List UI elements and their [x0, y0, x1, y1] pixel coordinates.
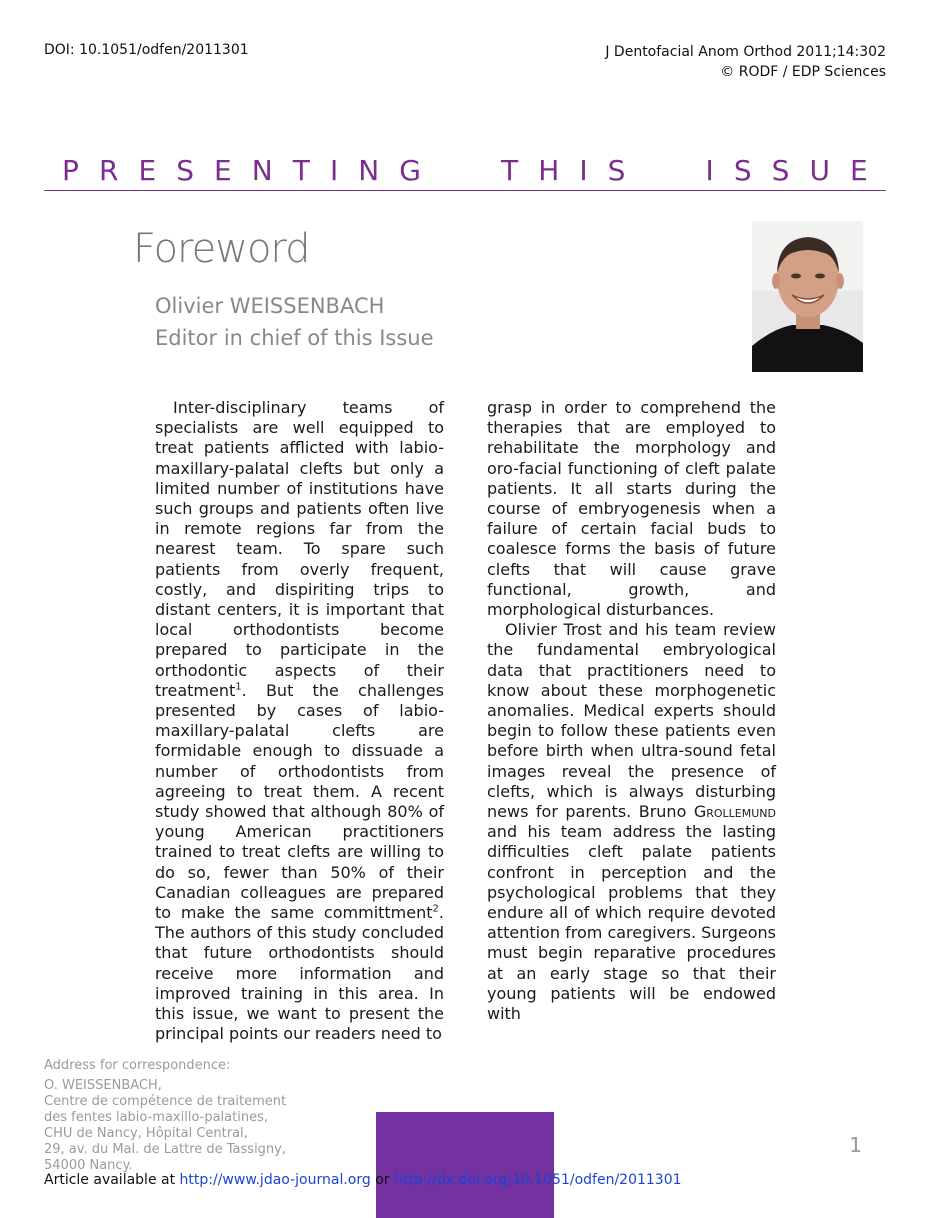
author-block	[155, 290, 434, 354]
section-divider	[44, 190, 886, 191]
section-letter: S	[607, 153, 626, 187]
section-letter: I	[579, 153, 588, 187]
author-portrait	[752, 221, 863, 372]
or-text: or	[370, 1172, 394, 1188]
correspondence-heading: Address for correspondence:	[44, 1058, 231, 1073]
doi-link[interactable]: http://dx.doi.org/10.1051/odfen/2011301	[394, 1172, 682, 1188]
section-letter: S	[733, 153, 752, 187]
body-column-right	[487, 398, 776, 1024]
address-line: 29, av. du Mal. de Lattre de Tassigny,	[44, 1142, 286, 1157]
section-letter: E	[214, 153, 232, 187]
paragraph: grasp in order to comprehend the therapies that are employed to rehabilitate the morphology and oro-facial functioning of cleft palate patients. It all starts during the course of embryogenesis when a failure of certain facial buds to coalesce forms the basis of future clefts that will cause grave functional, growth, and morphological disturbances.	[487, 398, 776, 620]
address-line: CHU de Nancy, Hôpital Central,	[44, 1126, 248, 1141]
section-letter: S	[771, 153, 790, 187]
paragraph-text: Inter-disciplinary teams of specialists are well equipped to treat patients afflicted with labio-maxillary-palatal clefts but only a limited number of institutions have such groups and patients often live in remote regions far from the nearest team. To spare such patients from overly frequent, costly, and dispiriting trips to distant centers, it is important that local orthodontists become prepared to participate in the orthodontic aspects of their treatment	[155, 398, 444, 700]
journal-link[interactable]: http://www.jdao-journal.org	[179, 1172, 371, 1188]
decorative-purple-block	[376, 1112, 554, 1218]
correspondence-address	[44, 1058, 286, 1174]
author-surname: Grollemund	[693, 802, 776, 822]
journal-reference	[605, 42, 886, 82]
address-line: 54000 Nancy.	[44, 1158, 133, 1173]
section-letter: E	[138, 153, 157, 187]
article-prefix: Article available at	[44, 1172, 180, 1188]
section-letter: N	[358, 153, 380, 187]
paragraph	[487, 620, 776, 1024]
paragraph-text: . But the challenges presented by cases of labio-maxillary-palatal clefts are formidable enough to dissuade a number of orthodontists from agreeing to treat them. A recent study showed that although 80% of young American practitioners trained to treat clefts are willing to do so, fewer than 50% of their Canadian colleagues are prepared to make the same committment	[155, 680, 444, 923]
address-line: des fentes labio-maxillo-palatines,	[44, 1110, 268, 1125]
address-line: O. WEISSENBACH,	[44, 1078, 162, 1093]
section-letter: E	[850, 153, 868, 187]
section-letter: I	[329, 153, 339, 187]
author-role: Editor in chief of this Issue	[155, 326, 434, 350]
section-letter: P	[62, 153, 79, 187]
section-letter: T	[501, 153, 519, 187]
page-number: 1	[849, 1133, 862, 1157]
footnote-ref-1: 1	[235, 681, 242, 693]
article-title: Foreword	[133, 226, 310, 272]
author-name: Olivier WEISSENBACH	[155, 294, 385, 318]
section-letter: N	[251, 153, 273, 187]
body-column-left	[155, 398, 444, 1045]
copyright-notice: © RODF / EDP Sciences	[720, 64, 886, 80]
address-line: Centre de compétence de traitement	[44, 1094, 287, 1109]
journal-citation: J Dentofacial Anom Orthod 2011;14:302	[605, 44, 886, 60]
section-letter: H	[538, 153, 560, 187]
doi-label: DOI: 10.1051/odfen/2011301	[44, 42, 249, 58]
section-letter: I	[705, 153, 714, 187]
section-letter: U	[809, 153, 830, 187]
paragraph-text: Olivier Trost and his team review the fundamental embryological data that practitioners need to know about these morphogenetic anomalies. Medical experts should begin to follow these patients even before birth when ultra-sound fetal images reveal the presence of clefts, which is always disturbing news for parents. Bruno	[487, 620, 776, 822]
footnote-ref-2: 2	[432, 903, 439, 915]
paragraph	[155, 398, 444, 1045]
section-letter: G	[399, 153, 421, 187]
section-heading	[44, 150, 886, 190]
section-letter: R	[98, 153, 119, 187]
article-availability	[44, 1172, 682, 1188]
section-letter: T	[292, 153, 310, 187]
paragraph-text: . The authors of this study concluded that future orthodontists should receive more information and improved training in this area. In this issue, we want to present the principal points our readers need to	[155, 903, 444, 1044]
section-letter: S	[176, 153, 194, 187]
paragraph-text: and his team address the lasting difficulties cleft palate patients confront in perception and the psychological problems that they endure all of which require devoted attention from caregivers. Surgeons must begin reparative procedures at an early stage so that their young patients will be endowed with	[487, 822, 776, 1024]
